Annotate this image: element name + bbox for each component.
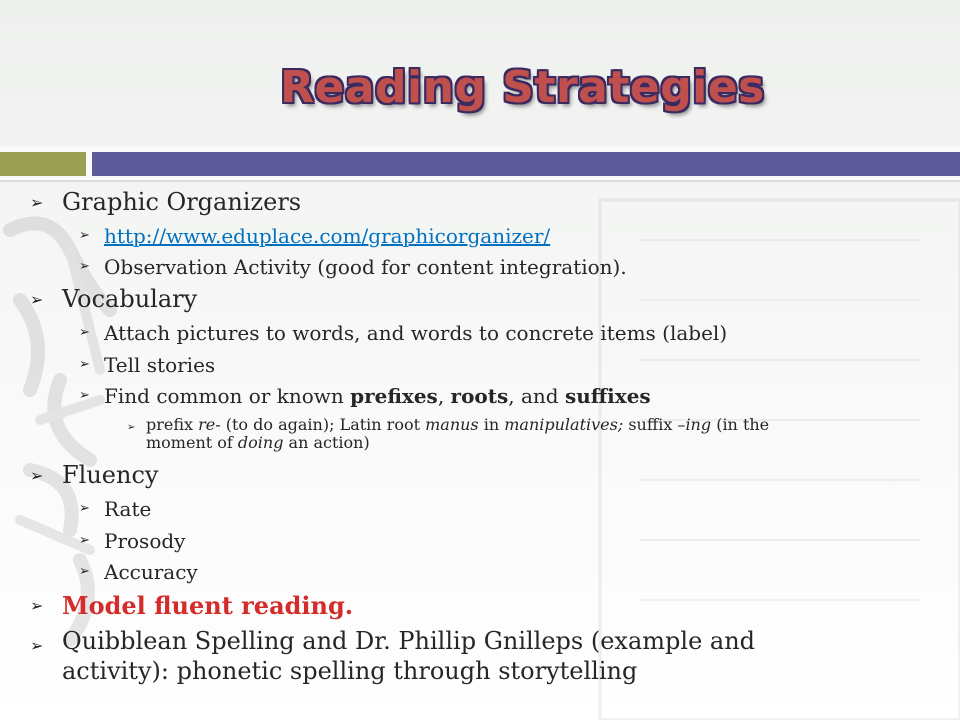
header-band-purple-bar (92, 152, 960, 176)
bullet-text: Fluency (62, 461, 159, 489)
example-line-1: prefix re- (to do again); Latin root manus in manipulatives; suffix –ing (in the (146, 415, 770, 434)
bullet-quibblean-spelling (30, 626, 756, 686)
arrow-bullet-icon: ➢ (30, 636, 44, 655)
graphic-organizer-link[interactable]: http://www.eduplace.com/graphicorganizer/ (104, 224, 551, 248)
bullet-model-fluent-reading (30, 591, 354, 620)
sub-bullet-text: Prosody (104, 529, 186, 553)
header-divider (0, 180, 960, 182)
sub-bullet-prosody (79, 529, 186, 553)
sub-bullet-text: Observation Activity (good for content integration). (104, 255, 627, 279)
header-band-olive-block (0, 152, 86, 176)
bullet-graphic-organizers (30, 188, 302, 216)
arrow-bullet-icon: ➢ (79, 501, 90, 516)
bullet-text-emphasis: Model fluent reading. (62, 591, 354, 620)
arrow-bullet-icon: ➢ (30, 466, 44, 485)
arrow-bullet-icon: ➢ (79, 564, 90, 579)
arrow-bullet-icon: ➢ (79, 325, 90, 340)
sub-bullet-find-affixes (79, 384, 651, 408)
sub-bullet-attach-pictures (79, 321, 728, 345)
bullet-text-line-2: activity): phonetic spelling through storytelling (62, 657, 638, 685)
sub-bullet-text: Attach pictures to words, and words to concrete items (label) (104, 321, 728, 345)
example-line-2: moment of doing an action) (146, 433, 370, 452)
sub-bullet-text: Tell stories (104, 353, 216, 377)
arrow-bullet-icon: ➢ (30, 193, 44, 212)
bullet-text-line-1: Quibblean Spelling and Dr. Phillip Gnilleps (example and (62, 627, 756, 655)
sub-bullet-link (79, 224, 551, 248)
arrow-bullet-icon: ➢ (79, 357, 90, 372)
sub-bullet-tell-stories (79, 353, 216, 377)
sub-bullet-observation (79, 255, 627, 279)
bullet-text: Graphic Organizers (62, 188, 302, 216)
arrow-bullet-icon: ➢ (127, 422, 136, 433)
arrow-bullet-icon: ➢ (79, 259, 90, 274)
sub-bullet-accuracy (79, 560, 198, 584)
sub-bullet-rate (79, 497, 152, 521)
sub-bullet-text: Rate (104, 497, 152, 521)
arrow-bullet-icon: ➢ (30, 290, 44, 309)
bullet-vocabulary (30, 285, 198, 313)
arrow-bullet-icon: ➢ (79, 388, 90, 403)
arrow-bullet-icon: ➢ (79, 228, 90, 243)
arrow-bullet-icon: ➢ (79, 533, 90, 548)
sub-bullet-text: Accuracy (104, 560, 198, 584)
bullet-text: Vocabulary (62, 285, 198, 313)
slide-title: Reading Strategies (280, 62, 765, 113)
sub-sub-bullet-example (127, 415, 770, 452)
bullet-fluency (30, 461, 159, 489)
arrow-bullet-icon: ➢ (30, 596, 44, 615)
sub-bullet-text: Find common or known prefixes, roots, and suffixes (104, 384, 651, 408)
